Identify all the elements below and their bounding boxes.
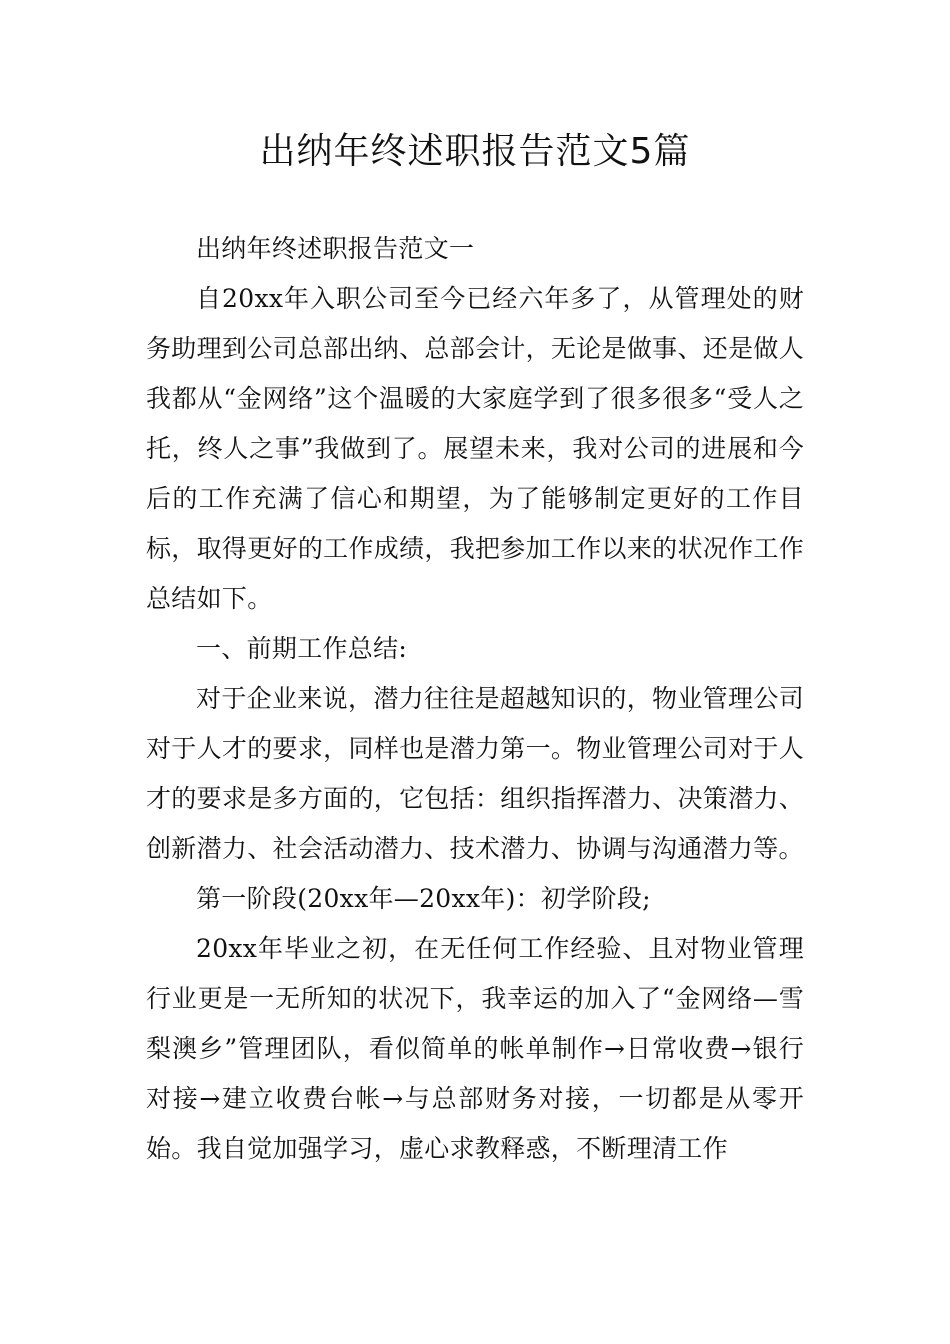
paragraph: 对于企业来说，潜力往往是超越知识的，物业管理公司对于人才的要求，同样也是潜力第一。物业管理公司对于人才的要求是多方面的，它包括：组织指挥潜力、决策潜力、创新潜力、社会活动潜力、技术潜力、协调与沟通潜力等。 — [146, 684, 804, 863]
paragraph: 20xx年毕业之初，在无任何工作经验、且对物业管理行业更是一无所知的状况下，我幸运的加入了“金网络—雪梨澳乡”管理团队，看似简单的帐单制作→日常收费→银行对接→建立收费台帐→与总部财务对接，一切都是从零开始。我自觉加强学习，虚心求教释惑，不断理清工作 — [146, 934, 804, 1163]
section-heading: 出纳年终述职报告范文一 — [196, 234, 475, 263]
document-body — [146, 224, 804, 1174]
paragraph: 自20xx年入职公司至今已经六年多了，从管理处的财务助理到公司总部出纳、总部会计，无论是做事、还是做人我都从“金网络”这个温暖的大家庭学到了很多很多“受人之托，终人之事”我做到了。展望未来，我对公司的进展和今后的工作充满了信心和期望，为了能够制定更好的工作目标，取得更好的工作成绩，我把参加工作以来的状况作工作总结如下。 — [146, 284, 804, 613]
document-title: 出纳年终述职报告范文5篇 — [259, 131, 691, 172]
stage-heading: 第一阶段(20xx年—20xx年)：初学阶段; — [196, 884, 651, 913]
subsection-heading: 一、前期工作总结: — [196, 634, 408, 663]
